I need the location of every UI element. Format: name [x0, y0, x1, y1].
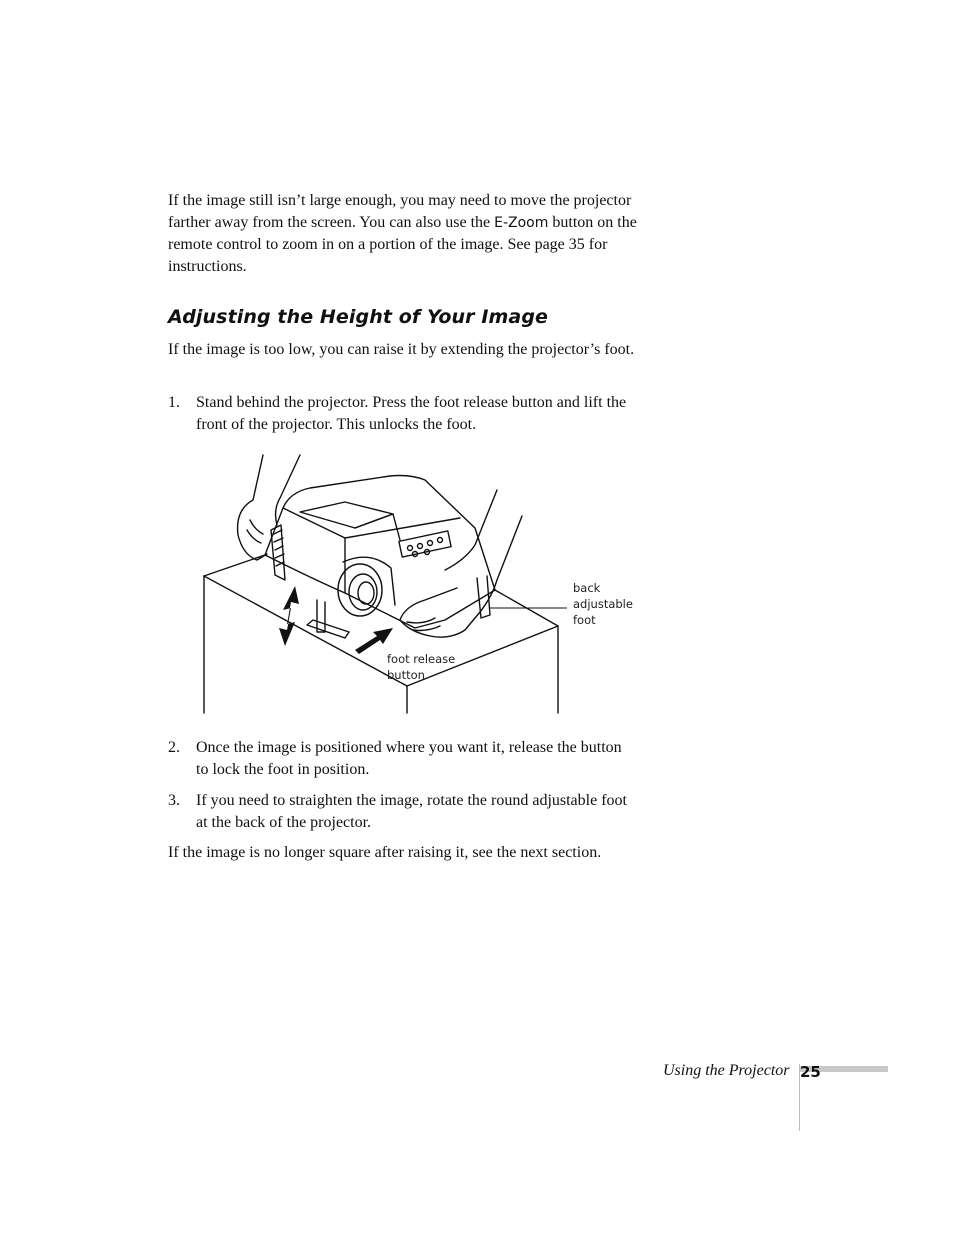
- up-down-arrow-icon: [279, 586, 299, 646]
- callout-foot-release: [387, 651, 455, 683]
- projector-figure: [195, 450, 640, 720]
- step-text: Once the image is positioned where you want it, release the button to lock the foot in position.: [196, 739, 622, 778]
- step-text: If you need to straighten the image, rotate the round adjustable foot at the back of the projector.: [196, 792, 627, 831]
- step-number: 2.: [168, 739, 180, 756]
- step-text: Stand behind the projector. Press the foot release button and lift the front of the projector. This unlocks the foot.: [196, 394, 627, 433]
- closing-paragraph: If the image is no longer square after raising it, see the next section.: [168, 844, 602, 861]
- step-2: [168, 737, 638, 781]
- section-heading: Adjusting the Height of Your Image: [168, 306, 549, 328]
- step-number: 3.: [168, 792, 180, 809]
- intro-text-2: button on the remote control to zoom in on a portion of the image. See page 35 for instructions.: [168, 214, 637, 275]
- intro-text-1: If the image still isn’t large enough, you may need to move the projector farther away from the screen. You can also use the: [168, 192, 632, 231]
- page-number: 25: [800, 1063, 821, 1081]
- callout-line: back: [573, 581, 601, 595]
- callout-line: foot release: [387, 652, 456, 666]
- footer-chapter-title: Using the Projector: [663, 1062, 790, 1079]
- callout-line: adjustable: [573, 597, 633, 611]
- intro-paragraph: [168, 190, 638, 278]
- callout-back-foot: [573, 580, 633, 628]
- e-zoom-button-name: E-Zoom: [494, 215, 549, 231]
- callout-line: foot: [573, 613, 596, 627]
- callout-line: button: [387, 668, 425, 682]
- step-3: [168, 790, 638, 834]
- step-1: [168, 392, 638, 436]
- lead-paragraph: If the image is too low, you can raise it by extending the projector’s foot.: [168, 341, 635, 358]
- step-number: 1.: [168, 394, 180, 411]
